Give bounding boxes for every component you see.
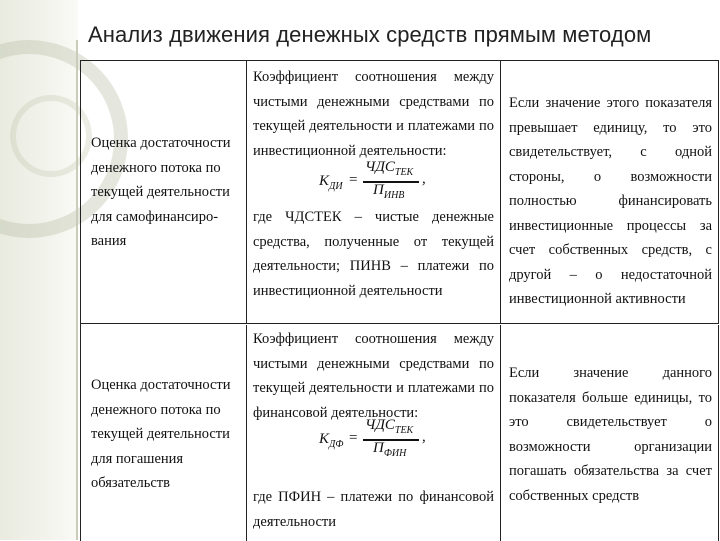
decorative-divider-line <box>76 40 78 540</box>
criterion-text: Оценка достаточности денежного потока по текущей деятельности для погашения обязательств <box>91 377 231 491</box>
formula-legend: где ЧДСТЕК – чистые денежные средства, полученные от текущей деятельности; ПИНВ – платежи по инвестиционной деятельности <box>253 209 494 299</box>
interpretation-text: Если значение данного показателя больше единицы, то это свидетельствует о возможности организации погашать обязательства за счет собственных средств <box>509 365 712 504</box>
formula-legend: где ПФИН – платежи по финансовой деятельности <box>253 489 494 530</box>
coefficient-formula-kdi <box>247 159 500 205</box>
criterion-cell <box>81 61 247 323</box>
coefficient-cell <box>247 325 501 541</box>
formula-equals: = <box>349 172 358 188</box>
decorative-side-panel <box>0 0 78 540</box>
interpretation-cell <box>501 325 719 541</box>
formula-lhs: $К_{ДФ}$ <box>319 431 344 450</box>
formula-comma: , <box>422 171 426 187</box>
formula-numerator: $ЧДС_{ТЕК}$ <box>365 417 414 436</box>
criterion-cell <box>81 325 247 541</box>
analysis-table <box>80 60 719 541</box>
formula-denominator: $П_{ИНВ}$ <box>373 182 405 201</box>
table-row <box>81 325 719 541</box>
coefficient-cell <box>247 61 501 323</box>
slide-title: Анализ движения денежных средств прямым методом <box>88 22 652 47</box>
formula-equals: = <box>349 430 358 446</box>
coefficient-formula-kdf <box>247 417 500 463</box>
table-row <box>81 61 719 324</box>
formula-lhs: $К_{ДИ}$ <box>319 173 343 192</box>
formula-numerator: $ЧДС_{ТЕК}$ <box>365 159 414 178</box>
interpretation-cell <box>501 61 719 323</box>
formula-comma: , <box>422 429 426 445</box>
interpretation-text: Если значение этого показателя превышает единицу, то это свидетельствует, с одной стороны, о возможности полностью финансировать инвестиционные процессы за счет собственных средств, с другой – о недостаточной инвестиционной активности <box>509 95 712 307</box>
coefficient-description: Коэффициент соотношения между чистыми денежными средствами по текущей деятельности и платежами по инвестиционной деятельности: <box>253 69 494 159</box>
coefficient-description: Коэффициент соотношения между чистыми денежными средствами по текущей деятельности и платежами по финансовой деятельности: <box>253 331 494 421</box>
formula-denominator: $П_{ФИН}$ <box>373 440 407 459</box>
criterion-text: Оценка достаточности денежного потока по текущей деятельности для самофинансиро-вания <box>91 135 231 249</box>
